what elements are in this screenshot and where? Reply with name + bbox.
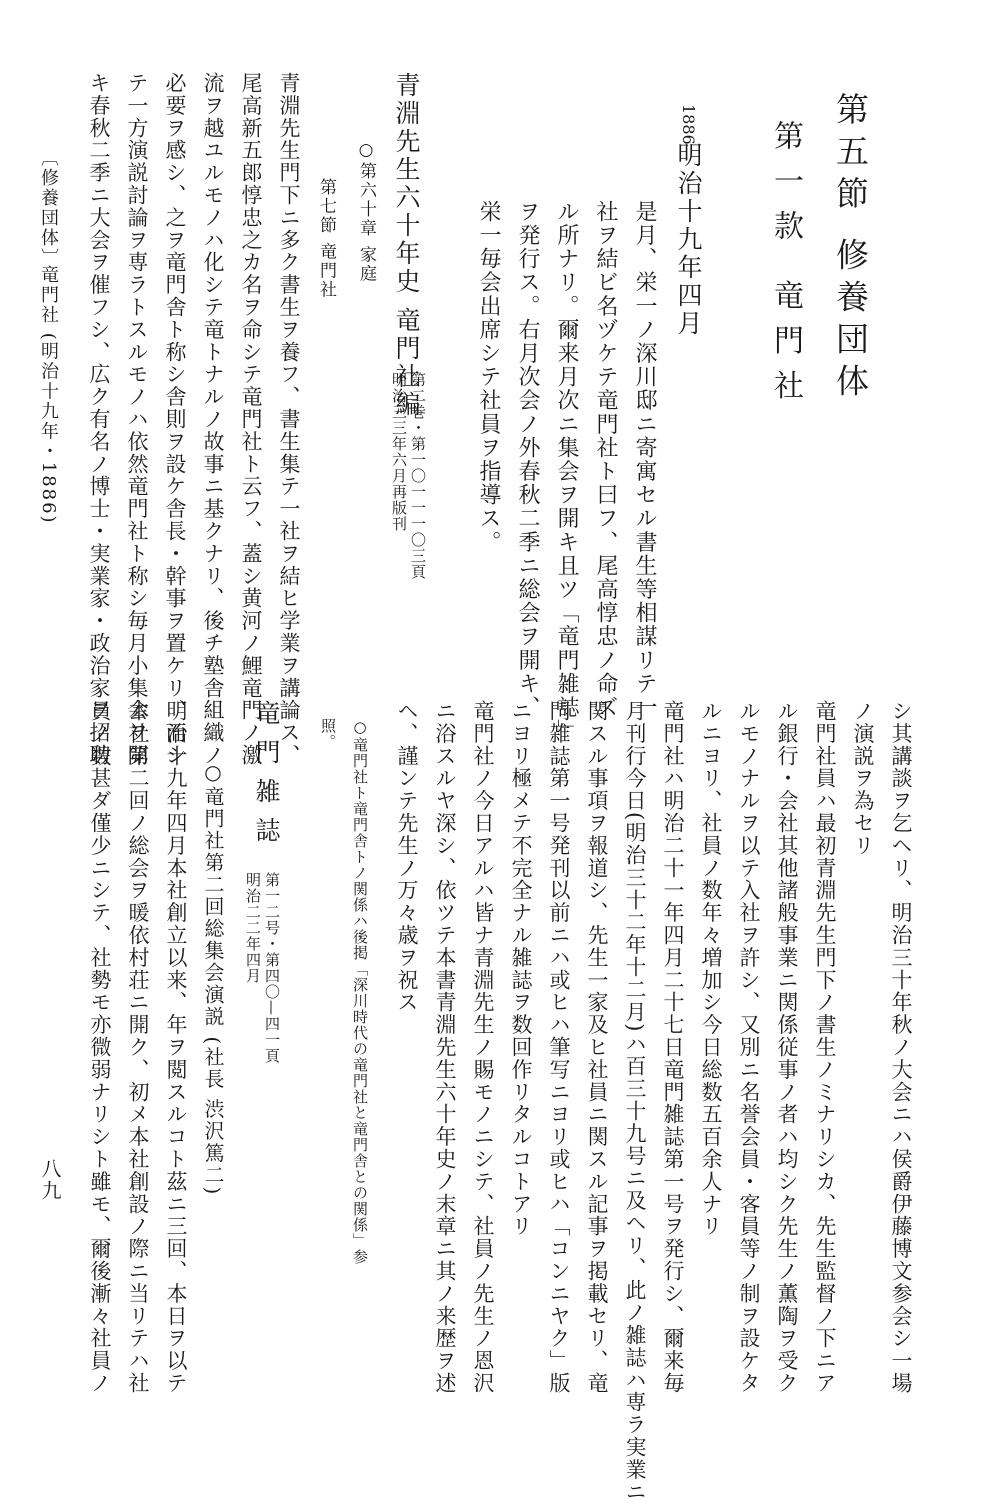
source-citation: 明治三三年六月再版刊	[390, 372, 408, 532]
paragraph-line: 社ヲ結ビ名ヅケテ竜門社ト曰フ、尾高惇忠ノ命ズ	[593, 200, 618, 720]
running-title: 竜門社 (明治十九年・1886)	[38, 265, 59, 525]
paragraph-line: ヲ発行ス。右月次会ノ外春秋二季ニ総会ヲ開キ、	[515, 200, 540, 720]
subsection-heading: 第一款 竜門社	[768, 120, 803, 415]
paragraph-line: 員ノ数甚ダ僅少ニシテ、社勢モ亦微弱ナリシト雖モ、爾後漸々社員ノ	[88, 700, 112, 1395]
section-heading: 第五節 修養団体	[831, 92, 870, 406]
section-subheading: 第七節 竜門社	[316, 178, 336, 300]
page-number: 八九	[38, 1158, 62, 1202]
paragraph-line: 明治十九年四月本社創立以来、年ヲ閲スルコト茲ニ三回、本日ヲ以テ	[164, 700, 188, 1395]
chapter-heading: ○第六十章 家庭	[356, 140, 376, 284]
source-citation: 第二巻・第一〇一一一〇三頁	[409, 372, 427, 580]
paragraph-line: ル銀行・会社其他諸般事業ニ関係従事ノ者ハ均シク先生ノ薫陶ヲ受ク	[775, 700, 799, 1395]
source-citation: 明治二二年四月	[244, 872, 262, 984]
source-title: 青淵先生六十年史 竜門社編	[392, 72, 421, 419]
paragraph-line: 流ヲ越ユルモノハ化シテ竜トナルノ故事ニ基クナリ、後チ塾舎組織ノ	[201, 72, 225, 767]
cross-reference: ○竜門社ト竜門舎トノ関係ハ後掲「深川時代の竜門社と竜門舎との関係」参	[351, 718, 369, 1265]
paragraph-line: 尾高新五郎惇忠之カ名ヲ命シテ竜門社ト云フ、蓋シ黄河ノ鯉竜門ノ激	[239, 72, 263, 767]
western-year: 1886	[679, 104, 698, 145]
category-label: 〔修養団体〕	[38, 148, 59, 268]
paragraph-line: ル所ナリ。爾来月次ニ集会ヲ開キ且ツ「竜門雑誌」	[554, 200, 579, 743]
paragraph-line: 是月、栄一ノ深川邸ニ寄寓セル書生等相謀リテ一	[632, 200, 657, 720]
paragraph-line: ルニヨリ、社員ノ数年々増加シ今日総数五百余人ナリ	[699, 700, 723, 1238]
paragraph-line: テ一方演説討論ヲ専ラトスルモノハ依然竜門社ト称シ毎月小集会ヲ開	[125, 72, 149, 767]
paragraph-line: キ春秋二季ニ大会ヲ催フシ、広ク有名ノ博士・実業家・政治家ヲ招聘	[87, 72, 111, 767]
paragraph-line: ルモノナルヲ以テ入社ヲ許シ、又別ニ名誉会員・客員等ノ制ヲ設ケタ	[737, 700, 761, 1395]
paragraph-line: ニ浴スルヤ深シ、依ツテ本書青淵先生六十年史ノ末章ニ其ノ来歴ヲ述	[433, 700, 457, 1395]
source-citation: 第一二号・第四〇—四一頁	[263, 872, 281, 1064]
paragraph-line: ヘ、謹ンテ先生ノ万々歳ヲ祝ス	[395, 700, 419, 1014]
paragraph-line: 竜門社ハ明治二十一年四月二十七日竜門雑誌第一号ヲ発行シ、爾来毎	[661, 700, 685, 1395]
paragraph-line: 竜門社員ハ最初青淵先生門下ノ書生ノミナリシカ、先生監督ノ下ニア	[813, 700, 837, 1395]
paragraph-line: 門雑誌第一号発刊以前ニハ或ヒハ筆写ニヨリ或ヒハ「コンニヤク」版	[547, 700, 571, 1395]
date-heading: 明治十九年四月	[674, 142, 703, 338]
paragraph-line: 竜門社ノ今日アルハ皆ナ青淵先生ノ賜モノニシテ、社員ノ先生ノ恩沢	[471, 700, 495, 1395]
paragraph-line: 関スル事項ヲ報道シ、先生一家及ヒ社員ニ関スル記事ヲ掲載セリ、竜	[585, 700, 609, 1395]
paragraph-line: 本社第二回ノ総会ヲ暖依村荘ニ開ク、初メ本社創設ノ際ニ当リテハ社	[126, 700, 150, 1395]
paragraph-line: 必要ヲ感シ、之ヲ竜門舎ト称シ舎則ヲ設ケ舎長・幹事ヲ置ケリ、而シ	[163, 72, 187, 767]
paragraph-line: シ其講談ヲ乞ヘリ、明治三十年秋ノ大会ニハ侯爵伊藤博文参会シ一場	[889, 700, 913, 1395]
source-title: 竜門雑誌	[252, 700, 281, 856]
paragraph-line: 青淵先生門下ニ多ク書生ヲ養フ、書生集テ一社ヲ結ヒ学業ヲ講論ス、	[277, 72, 301, 767]
cross-reference: 照。	[319, 718, 337, 750]
paragraph-line: ノ演説ヲ為セリ	[851, 700, 875, 857]
paragraph-line: 月刊行今日(明治三十二年十二月)ハ百三十九号ニ及ヘリ、此ノ雑誌ハ専ラ実業ニ	[623, 700, 647, 1503]
paragraph-line: ニヨリ極メテ不完全ナル雑誌ヲ数回作リタルコトアリ	[509, 700, 533, 1238]
paragraph-line: 栄一毎会出席シテ社員ヲ指導ス。	[476, 200, 501, 554]
speech-heading: ○竜門社第二回総集会演説 (社長 渋沢篤二)	[201, 760, 225, 1197]
